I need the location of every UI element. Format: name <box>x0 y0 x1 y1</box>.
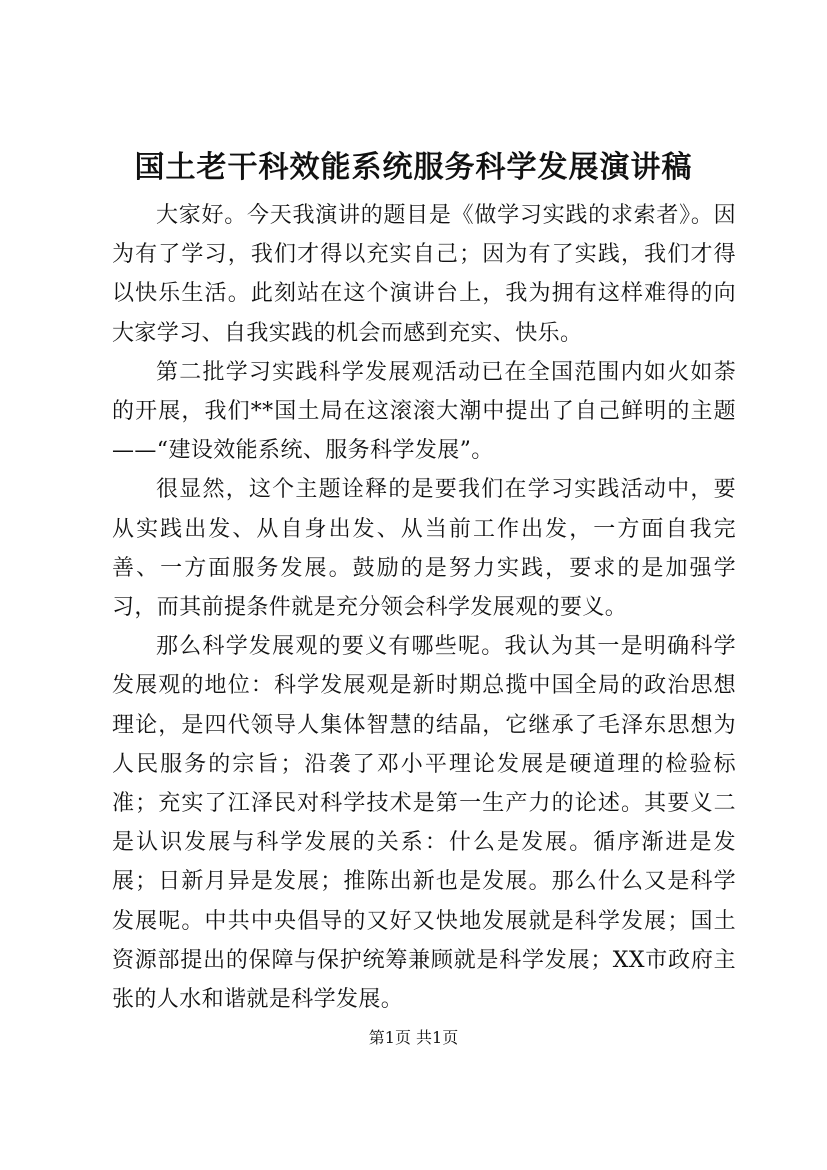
paragraph-4: 那么科学发展观的要义有哪些呢。我认为其一是明确科学发展观的地位：科学发展观是新时期总揽中国全局的政治思想理论，是四代领导人集体智慧的结晶，它继承了毛泽东思想为人民服务的宗旨；沿袭了邓小平理论发展是硬道理的检验标准；充实了江泽民对科学技术是第一生产力的论述。其要义二是认识发展与科学发展的关系：什么是发展。循序渐进是发展；日新月异是发展；推陈出新也是发展。那么什么又是科学发展呢。中共中央倡导的又好又快地发展就是科学发展；国土资源部提出的保障与保护统筹兼顾就是科学发展；XX市政府主张的人水和谐就是科学发展。 <box>112 634 736 1013</box>
page-footer: 第1页 共1页 <box>368 1028 459 1047</box>
paragraph-1: 大家好。今天我演讲的题目是《做学习实践的求索者》。因为有了学习，我们才得以充实自己；因为有了实践，我们才得以快乐生活。此刻站在这个演讲台上，我为拥有这样难得的向大家学习、自我实践的机会而感到充实、快乐。 <box>112 203 736 346</box>
paragraph-2: 第二批学习实践科学发展观活动已在全国范围内如火如荼的开展，我们**国土局在这滚滚大潮中提出了自己鲜明的主题——“建设效能系统、服务科学发展”。 <box>112 359 736 464</box>
document-body <box>112 196 736 1019</box>
paragraph-3: 很显然，这个主题诠释的是要我们在学习实践活动中，要从实践出发、从自身出发、从当前工作出发，一方面自我完善、一方面服务发展。鼓励的是努力实践，要求的是加强学习，而其前提条件就是充分领会科学发展观的要义。 <box>112 477 736 621</box>
document-title: 国土老干科效能系统服务科学发展演讲稿 <box>134 150 693 185</box>
